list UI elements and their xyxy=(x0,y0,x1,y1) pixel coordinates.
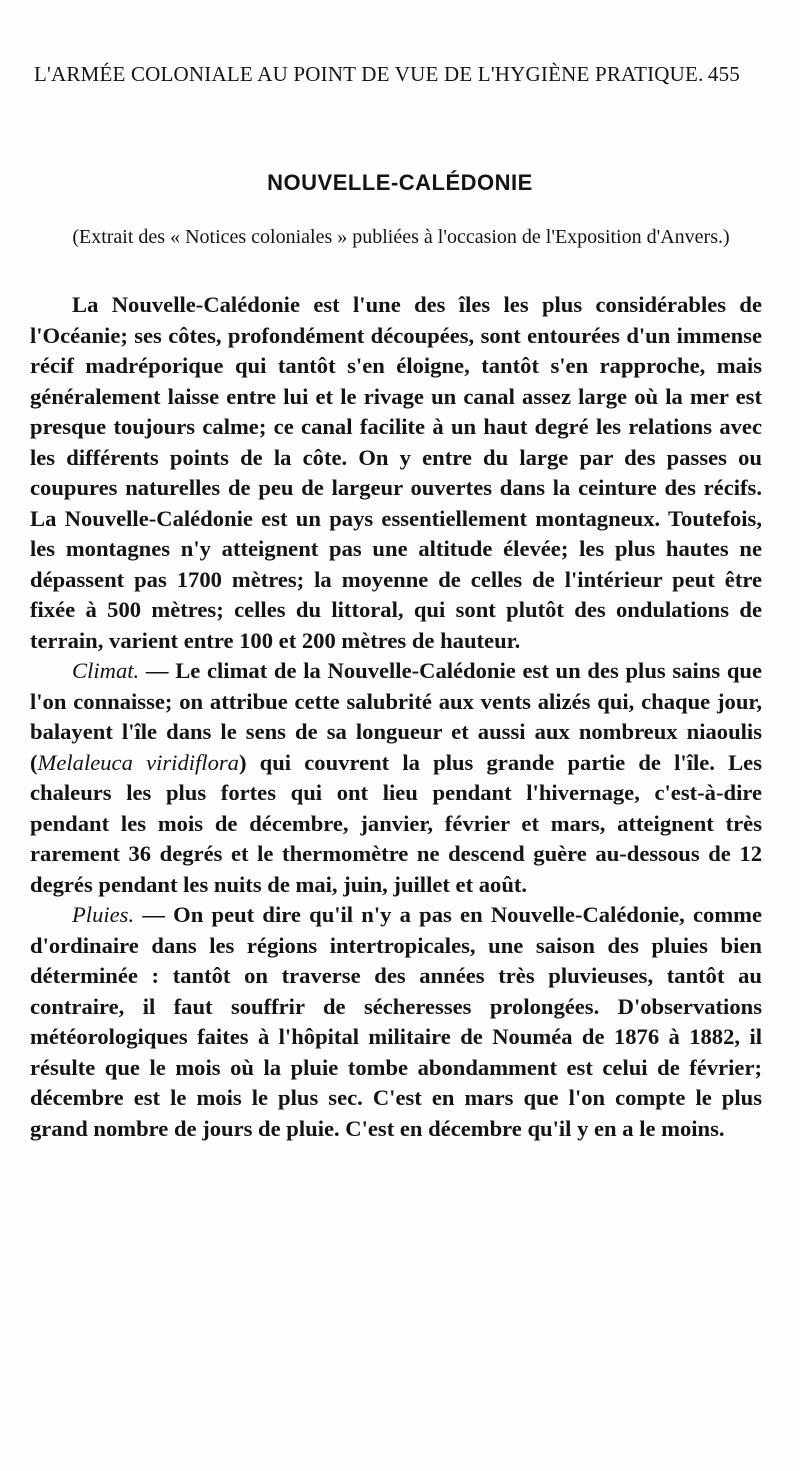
section-subtitle: (Extrait des « Notices coloniales » publiées à l'occasion de l'Exposition d'Anvers.) xyxy=(72,226,730,248)
paragraph-intro: La Nouvelle-Calédonie est l'une des îles les plus considérables de l'Océanie; ses côtes, profondément découpées, sont entourées d'un immense récif madréporique qui tantôt s'en éloigne, tantôt s'en rapproche, mais généralement laisse entre lui et le rivage un canal assez large où la mer est presque toujours calme; ce canal facilite à un haut degré les relations avec les différents points de la côte. On y entre du large par des passes ou coupures naturelles de peu de largeur ouvertes dans la ceinture des récifs. La Nouvelle-Calédonie est un pays essentiellement montagneux. Toutefois, les montagnes n'y atteignent pas une altitude élevée; les plus hautes ne dépassent pas 1700 mètres; la moyenne de celles de l'intérieur peut être fixée à 500 mètres; celles du littoral, qui sont plutôt des ondulations de terrain, varient entre 100 et 200 mètres de hauteur. xyxy=(30,292,762,653)
climat-text-after: ) qui couvrent la plus grande partie de l'île. Les chaleurs les plus fortes qui ont lieu pendant l'hivernage, c'est-à-dire pendant les mois de décembre, janvier, février et mars, atteignent très rarement 36 degrés et le thermomètre ne descend guère au-dessous de 12 degrés pendant les nuits de mai, juin, juillet et août. xyxy=(30,749,763,897)
climat-heading: Climat. xyxy=(72,658,140,683)
scientific-name: Melaleuca viridiflora xyxy=(37,749,239,775)
pluies-text: — On peut dire qu'il n'y a pas en Nouvelle-Calédonie, comme d'ordinaire dans les régions intertropicales, une saison des pluies bien déterminée : tantôt on traverse des années très pluvieuses, tantôt au contraire, il faut souffrir de sécheresses prolongées. D'observations météorologiques faites à l'hôpital militaire de Nouméa de 1876 à 1882, il résulte que le mois où la pluie tombe abondamment est celui de février; décembre est le mois le plus sec. C'est en mars que l'on compte le plus grand nombre de jours de pluie. C'est en décembre qu'il y en a le moins. xyxy=(30,902,762,1141)
page-number: 455 xyxy=(707,62,740,86)
paragraph-pluies xyxy=(30,900,762,1144)
article-body xyxy=(30,290,762,1144)
section-title: NOUVELLE-CALÉDONIE xyxy=(267,170,533,195)
running-head-title: L'ARMÉE COLONIALE AU POINT DE VUE DE L'HYGIÈNE PRATIQUE. xyxy=(34,62,704,86)
climat-text-before: — Le climat de la Nouvelle-Calédonie est un des plus sains que l'on connaisse; on attribue cette salubrité aux vents alizés qui, chaque jour, balayent l'île dans le sens de sa longueur et aussi aux nombreux niaoulis ( xyxy=(30,658,762,775)
running-head xyxy=(34,62,740,96)
pluies-heading: Pluies. xyxy=(72,902,135,927)
paragraph-climat xyxy=(30,656,762,900)
